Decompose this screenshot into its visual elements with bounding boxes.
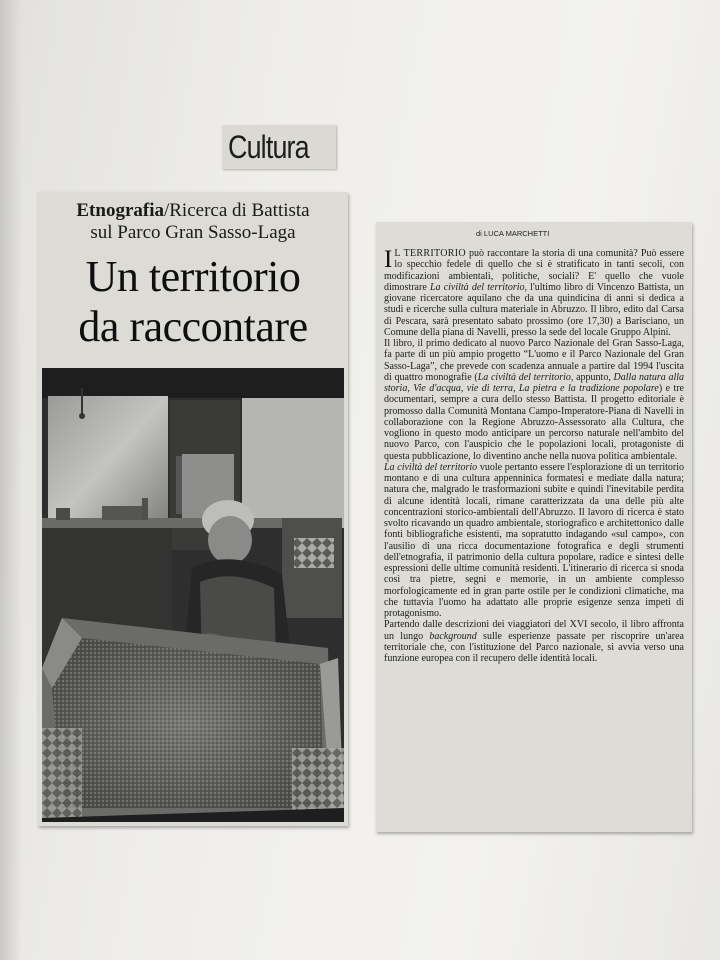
photo-woman-sifting-lentils bbox=[42, 368, 344, 822]
article-body bbox=[384, 248, 684, 828]
paragraph-text: vuole pertanto essere l'esplorazione di un territorio montano e di una cultura appenninica formatesi e mediate dalla natura; natura che, malgrado le trasformazioni subite e quindi l'inevitabile perdita di alcune identità locali, rimane caratterizzata da una delle più alte concentrazioni storico-ambientali dell'Abruzzo. Il lavoro di ricerca è stato svolto ricavando un quadro ambientale, storiografico e architettonico dalle fonti bibliografiche esistenti, ma sopratutto indagando «sul campo», con l'ausilio di una ricca documentazione fotografica e degli strumenti dell'etnografia, il patrimonio della cultura popolare, radice e sintesi delle espressioni delle ultime comunità residenti. L'itinerario di ricerca si snoda così tra pietre, segni e memorie, in un ambiente complesso morfologicamente ed in gran parte ostile per le condizioni climatiche, ma che tuttavia l'uomo ha adattato alle proprie esigenze senza impeti di protagonismo. bbox=[384, 461, 684, 619]
paragraph-text: Partendo dalle descrizioni dei viaggiatori del XVI secolo, il libro affronta un lungo bbox=[384, 619, 684, 642]
italic-title: La civiltà del territorio bbox=[477, 371, 571, 383]
italic-title: La civiltà del territorio bbox=[429, 281, 525, 293]
paragraph-text: sulle esperienze passate per riscoprire un'area territoriale che, con l'istituzione del Parco nazionale, si avvia verso una funzione europea con il recupero delle identità locali. bbox=[384, 630, 684, 664]
italic-title: Vie d'acqua, vie di terra bbox=[413, 383, 513, 394]
drop-cap: I bbox=[384, 248, 393, 273]
paragraph-text: può raccontare la storia di una comunità? Può essere lo specchio fedele di quello che si è stratificato in tanti secoli, con modificazioni ambientali, politiche, sociali? E' quello che vuole dimostrare bbox=[384, 248, 684, 293]
headline-line-2: da raccontare bbox=[78, 302, 308, 351]
italic-title: La pietra e la tradizione popolare bbox=[518, 383, 659, 394]
paragraph-text: , bbox=[407, 383, 414, 394]
kicker-line-1 bbox=[38, 200, 348, 222]
kicker-subtitle: /Ricerca di Battista bbox=[163, 200, 310, 221]
article-paragraph bbox=[384, 462, 684, 620]
article-body-clipping bbox=[376, 222, 692, 832]
lead-in: L TERRITORIO bbox=[394, 248, 466, 259]
kicker-topic: Etnografia bbox=[76, 200, 164, 221]
italic-title: La civiltà del territorio bbox=[384, 461, 478, 473]
paragraph-text: Il libro, il primo dedicato al nuovo Parco Nazionale del Gran Sasso-Laga, fa parte di un più ampio progetto “L'uomo e il Parco Nazionale del Gran Sasso-Laga”, che prevede con scadenza annuale a partire dal 1994 l'uscita di quattro monografie ( bbox=[384, 338, 684, 383]
italic-title: Dalla natura alla storia bbox=[384, 371, 684, 394]
section-label: Cultura bbox=[228, 129, 309, 165]
headline bbox=[38, 252, 348, 352]
headline-line-1: Un territorio bbox=[85, 252, 301, 301]
photo-illustration bbox=[42, 368, 344, 822]
article-paragraph bbox=[384, 248, 684, 338]
italic-title: background bbox=[429, 630, 477, 642]
paragraph-text: ) e tre documentari, sempre a cura dello stesso Battista. Il progetto editoriale è promosso dalla Comunità Montana Campo-Imperatore-Piana di Navelli in collaborazione con la Regione Abruzzo-Assessorato alla Cultura, che vogliono in questo modo anticipare un percorso naturale nell'ambito del nuovo Parco, con l'auspicio che le popolazioni locali, protagoniste di questa pubblicazione, lo diventino anche nella nuova politica ambientale. bbox=[384, 383, 684, 462]
kicker-line-2: sul Parco Gran Sasso-Laga bbox=[90, 222, 296, 243]
article-paragraph bbox=[384, 619, 684, 664]
paragraph-text: , appunto, bbox=[570, 371, 614, 383]
article-paragraph bbox=[384, 338, 684, 462]
paragraph-text: , bbox=[512, 383, 519, 394]
sheet-edge-shadow bbox=[0, 0, 22, 960]
section-label-clipping bbox=[222, 125, 336, 169]
paragraph-text: , l'ultimo libro di Vincenzo Battista, un giovane ricercatore aquilano che da una quindicina di anni si dedica a studi e ricerche sulla cultura materiale in Abruzzo. Il libro, edito dal Carsa di Pescara, sarà presentato sabato prossimo (ore 17,30) a Barisciano, un Comune della piana di Navelli, presso la sede del locale Gruppo Alpini. bbox=[384, 281, 684, 338]
byline: di LUCA MARCHETTI bbox=[476, 229, 550, 238]
headline-clipping bbox=[38, 192, 348, 826]
kicker bbox=[38, 200, 348, 244]
